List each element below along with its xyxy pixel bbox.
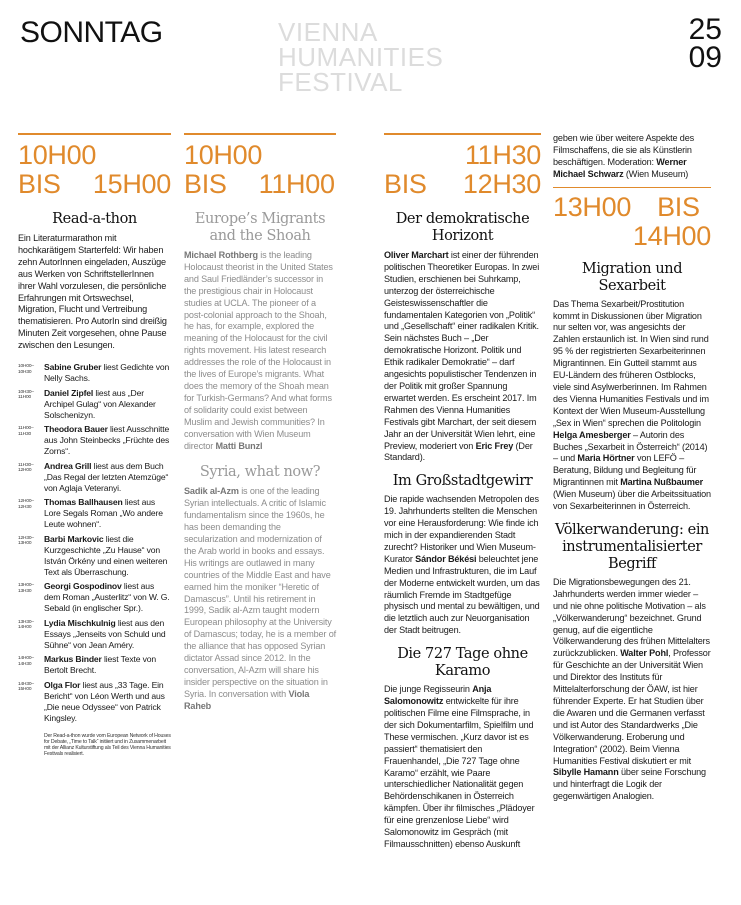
reading-row xyxy=(18,534,171,578)
column-afternoon-talks xyxy=(553,133,711,803)
reader-name: Andrea Grill xyxy=(44,460,92,471)
reader-name: Olga Flor xyxy=(44,679,81,690)
reading-text: liest aus dem Roman „Austerlitz“ von W. G. Sebald (in englischer Spr.). xyxy=(44,581,170,614)
reading-time: 13H00– 13H30 xyxy=(18,583,34,594)
event-title: Syria, what now? xyxy=(199,464,321,481)
speaker-name: Sadik al-Azm xyxy=(184,486,239,497)
reader-name: Thomas Ballhausen xyxy=(44,497,123,508)
time-start: 13H00 xyxy=(553,191,632,222)
reading-row xyxy=(18,424,171,457)
reading-time: 13H30– 14H00 xyxy=(18,619,34,631)
speaker-name: Helga Amesberger xyxy=(553,429,631,440)
reader-name: Barbi Markovic xyxy=(44,533,104,544)
moderator-name: Sibylle Hamann xyxy=(553,767,619,778)
reading-time: 11H30– 12H00 xyxy=(18,462,34,474)
reader-name: Lydia Mischkulnig xyxy=(44,617,116,628)
time-end: 12H30 xyxy=(462,169,541,199)
reader-name: Georgi Gospodinov xyxy=(44,581,122,592)
reading-row xyxy=(18,618,171,651)
moderator-name: Eric Frey xyxy=(475,440,514,451)
speaker-name: Michael Rothberg xyxy=(184,250,258,260)
reading-text: liest aus „33 Tage. Ein Bericht“ von Léon Werth und aus „Die neue Odyssee“ von Patrick Kingsley. xyxy=(44,679,165,723)
reading-time: 14H00– 14H30 xyxy=(18,656,34,667)
reading-row xyxy=(18,461,171,494)
event-description: Das Thema Sexarbeit/Prostitution kommt in Diskussionen über Migration nur selten vor, was angesichts der Zahlen erstaunlich ist. In Wien sind rund 95 % der registrierten Sexarbeiterinnen Migrantinnen. Ein Gutteil stammt aus EU-Ländern des früheren Ostblocks, viele sind Asylwerberinnen. Im Rahmen des Vienna Humanities Festivals und im Kontext der Wien Museum-Ausstellung „Sex in Wien“ sprechen die Politologin Helga Amesberger – Autorin des Buches „Sexarbeit in Österreich“ (2014) – und Maria Hörtner von LEFÖ – Beratung, Bildung und Begleitung für Migrantinnen mit Martina Nußbaumer (Wien Museum) über die Arbeitssituation von Sexarbeiterinnen in Österreich. xyxy=(553,298,711,512)
reading-text: liest aus Lore Segals Roman „Wo andere Leute wohnen“. xyxy=(44,497,163,530)
speaker-name: Anja Salomonowitz xyxy=(384,684,492,707)
reading-row xyxy=(18,581,171,614)
event-description: Die Migrationsbewegungen des 21. Jahrhunderts werden immer wieder – und nie ohne politische Motivation – als „Völkerwanderung“ bezeichnet. Grund genug, auf die eigentliche Völkerwanderung des frühen Mittelalters zurückzublicken. Walter Pohl, Professor für Geschichte an der Universität Wien und Direktor des Instituts für Mittelalterforschung der ÖAW, ist hier führender Experte. Er hat Studien über die Awaren und die Germanen verfasst und ist Autor des Standardwerks „Die Völkerwanderung. Eroberung und Integration“ (2002). Beim Vienna Humanities Festival diskutiert er mit Sibylle Hamann über seine Forschung und hinterfragt die Logik der gegenwärtigen Analogien. xyxy=(553,576,711,802)
speaker-name: Oliver Marchart xyxy=(384,250,449,260)
speaker-name: Sándor Békési xyxy=(415,553,477,564)
time-start: 11H30 xyxy=(464,140,541,170)
event-description: Oliver Marchart ist einer der führenden politischen Theoretiker Europas. In zwei Studien, erschienen bei Suhrkamp, unterzog der österreichische Geisteswissenschaftler die fundamentalen Kategorien von „Politik“ und „Gesellschaft“ einer radikalen Kritik. Sein nächstes Buch – „Der demokratische Horizont. Politik und Ethik radikaler Demokratie“ – darf angesichts populistischer Tendenzen in der Politik mit großer Spannung erwartet werden. Es erscheint 2017. Im Rahmen des Vienna Humanities Festivals gibt Marchart, der seit diesem Jahr an der Universität Wien lehrt, eine Preview, moderiert von Eric Frey (Der Standard). xyxy=(384,250,540,463)
event-title: Migration und Sexarbeit xyxy=(581,260,683,294)
speaker-name: Maria Hörtner xyxy=(577,453,635,464)
reading-schedule xyxy=(18,362,171,724)
reading-text: liest aus „Der Archipel Gulag“ von Alexander Solschenizyn. xyxy=(44,387,156,420)
time-start: 10H00 xyxy=(18,140,97,170)
time-slot xyxy=(384,141,541,199)
divider-rule xyxy=(553,187,711,188)
reading-text: liest aus dem Buch „Das Regal der letzten Atemzüge“ von Aglaja Veteranyi. xyxy=(44,460,169,493)
speaker-name: Walter Pohl xyxy=(620,648,669,659)
reading-text: liest aus den Essays „Jenseits von Schuld und Sühne“ von Jean Améry. xyxy=(44,617,166,650)
reading-row xyxy=(18,654,171,676)
reading-row xyxy=(18,388,171,421)
reading-text: liest Gedichte von Nelly Sachs. xyxy=(44,362,170,384)
reading-time: 12H00– 12H30 xyxy=(18,499,34,510)
event-description: Die junge Regisseurin Anja Salomonowitz entwickelte für ihre politischen Filme eine Filmsprache, in der sich Dokumentarfilm, Spielfilm und These vermischen. „Kurz davor ist es passiert“ thematisiert den Frauenhandel, „Die 727 Tage ohne Karamo“ erzählt, wie Paare unterschiedlicher Nationalität gegen Behördenschikanen in Österreich kämpfen. Über ihr filmisches „Plädoyer für eine grenzenlose Liebe“ wird Salomonowitz im Gespräch (mit Filmausschnitten) ebenso Auskunft xyxy=(384,684,535,849)
reading-text: liest die Kurzgeschichte „Zu Hause“ von István Örkény und einen weiteren Text als Überraschung. xyxy=(44,533,168,577)
time-end: 14H00 xyxy=(632,220,711,251)
moderator-name: Werner Michael Schwarz xyxy=(553,156,687,179)
divider-rule xyxy=(184,133,336,135)
reading-row xyxy=(18,680,171,724)
time-start: 10H00 xyxy=(184,140,263,170)
time-bis: BIS xyxy=(384,169,427,199)
event-intro: Ein Literaturmarathon mit hochkarätigem Starterfeld: Wir haben zehn AutorInnen eingeladen, Auszüge aus Werken von SchriftstellerInnen ihrer Wahl vorzulesen, die persönliche Erfahrungen mit Ortswechsel, Migration, Flucht und Vertreibung thematisieren. Pro AutorIn sind dreißig Minuten Zeit vorgesehen, ohne Pause zwischen den Lesungen. xyxy=(18,233,167,351)
time-slot xyxy=(18,141,171,199)
moderator-name: Martina Nußbaumer xyxy=(620,477,704,488)
date-label xyxy=(660,13,722,74)
time-end: 15H00 xyxy=(92,169,171,199)
column-read-a-thon xyxy=(18,133,171,758)
reading-row xyxy=(18,362,171,384)
reading-time: 11H00– 11H30 xyxy=(18,426,34,437)
reader-name: Markus Binder xyxy=(44,654,102,665)
divider-rule xyxy=(384,133,541,135)
time-slot xyxy=(553,193,711,251)
reader-name: Daniel Zipfel xyxy=(44,387,94,398)
festival-line-3: FESTIVAL xyxy=(278,67,403,97)
festival-line-2: HUMANITIES xyxy=(278,42,444,72)
footnote: Der Read-a-thon wurde vom European Network of Houses for Debate, „Time to Talk“ initiiert und in Zusammenarbeit mit der Allianz Kulturstiftung als Teil des Vienna Humanities Festivals realisiert. xyxy=(44,732,171,758)
event-title: Im Großstadtgewirr xyxy=(392,473,533,490)
column-english-talks xyxy=(184,133,336,713)
date-month: 09 xyxy=(688,41,722,74)
event-title: Völkerwanderung: ein instrumentalisierter Begriff xyxy=(554,521,709,572)
festival-name xyxy=(278,17,478,97)
event-title: Read-a-thon xyxy=(52,211,137,227)
time-slot xyxy=(184,141,336,199)
date-day: 25 xyxy=(688,13,722,46)
time-bis: BIS xyxy=(657,191,700,222)
moderator-name: Matti Bunzl xyxy=(215,440,263,451)
moderator-name: Viola Raheb xyxy=(184,688,310,711)
event-description: Michael Rothberg is the leading Holocaust theorist in the United States and Saul Friedländer’s successor in the prestigious chair in Holocaust studies at UCLA. The pioneer of a post-colonial approach to the Shoah, he has, for example, explored the meaning of the Holocaust for the civil rights movement. His latest research addresses the role of the Holocaust in the lives of Europe’s migrants. What does the memory of the Shoah mean for Turkish-Germans? And what forms of solidarity could exist between Muslim and Jewish communities? In conversation with Wien Museum director Matti Bunzl xyxy=(184,250,333,451)
reading-text: liest Ausschnitte aus John Steinbecks „Früchte des Zorns“. xyxy=(44,424,170,457)
column-german-talks xyxy=(384,133,541,851)
festival-line-1: VIENNA xyxy=(278,17,378,47)
event-continuation: geben wie über weitere Aspekte des Filmschaffens, die sie als Künstlerin beschäftigen. Moderation: Werner Michael Schwarz (Wien Museum) xyxy=(553,133,694,179)
time-end: 11H00 xyxy=(258,169,335,199)
reading-time: 12H30– 13H00 xyxy=(18,535,34,547)
event-description: Die rapide wachsenden Metropolen des 19. Jahrhunderts stellten die Menschen vor eine Herausforderung: Wie finde ich mich in der expandierenden Stadt zurecht? Historiker und Wien Museum-Kurator Sándor Békési beleuchtet jene Medien und Infrastrukturen, die im Lauf der Moderne entwickelt wurden, um das räumlich Fremde im Stadtgefüge physisch und mental zu bewältigen, und die letztlich auch zur Neuorganisation der Stadt beitrugen. xyxy=(384,494,540,636)
event-description: Sadik al-Azm is one of the leading Syrian intellectuals. A critic of Islamic fundamentalism since the 1960s, he has been demanding the secularization and modernization of the Arab world in books and essays. His writings are outlawed in many countries of the Middle East and have earned him the moniker “Heretic of Damascus”. Until his retirement in 1999, Sadik al-Azm taught modern European philosophy at the University of Damascus; today, he is a member of the alliance that has opposed Syrian dictator Assad since 2012. In the conversation, Al-Azm will share his insider perspective on the situation in Syria. In conversation with Viola Raheb xyxy=(184,486,336,711)
reading-time: 10H30– 11H00 xyxy=(18,389,34,401)
event-title: Die 727 Tage ohne Karamo xyxy=(397,646,528,680)
day-label: SONNTAG xyxy=(20,16,163,49)
reader-name: Sabine Gruber xyxy=(44,362,102,373)
reading-text: liest Texte von Bertolt Brecht. xyxy=(44,654,157,676)
time-bis: BIS xyxy=(18,169,61,199)
reader-name: Theodora Bauer xyxy=(44,424,108,435)
reading-time: 14H30– 15H00 xyxy=(18,681,34,693)
event-title: Der demokratische Horizont xyxy=(395,211,530,244)
reading-time: 10H00– 10H30 xyxy=(18,364,34,375)
divider-rule xyxy=(18,133,171,135)
reading-row xyxy=(18,497,171,530)
event-title: Europe’s Migrants and the Shoah xyxy=(194,211,326,244)
time-bis: BIS xyxy=(184,169,227,199)
